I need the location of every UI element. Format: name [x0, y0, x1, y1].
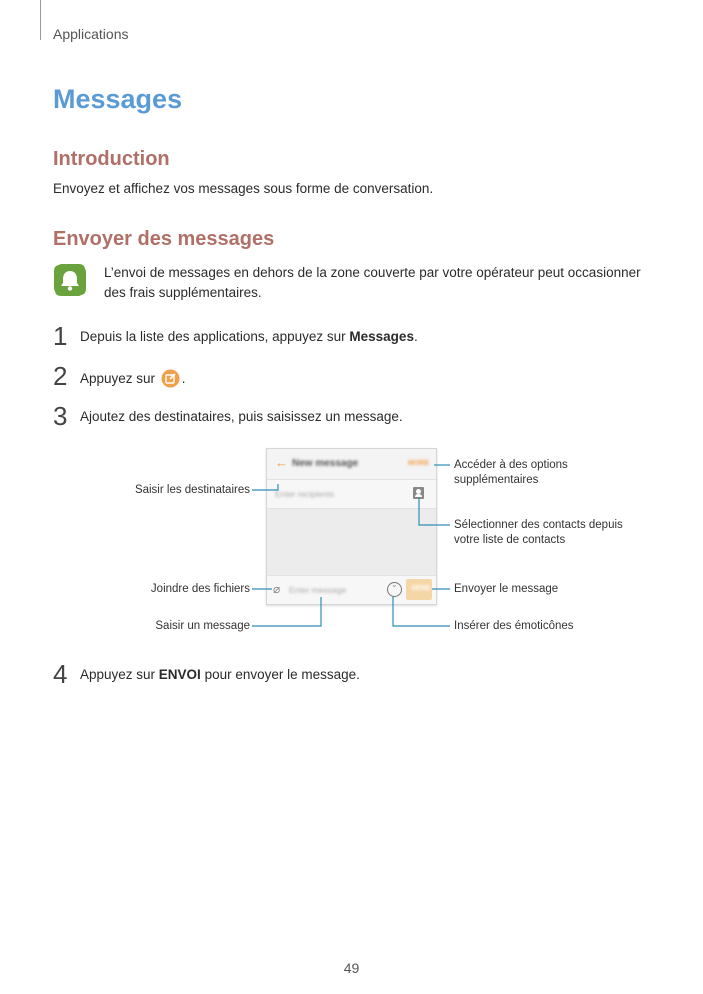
callout-contacts: Sélectionner des contacts depuis votre liste de contacts [454, 519, 623, 546]
step-text-part: . [181, 371, 186, 386]
send-button-label: SEND [411, 585, 431, 592]
step-number: 1 [53, 321, 68, 351]
page-number: 49 [343, 960, 360, 976]
step-text: Ajoutez des destinataires, puis saisissez un message. [80, 409, 403, 424]
send-button[interactable] [406, 579, 432, 600]
contact-picker-icon[interactable] [413, 487, 424, 499]
compose-icon [161, 369, 180, 391]
recipient-row [267, 480, 436, 509]
page-title: Messages [53, 84, 183, 114]
step-bold: ENVOI [158, 667, 201, 682]
intro-text: Envoyez et affichez vos messages sous forme de conversation. [53, 181, 434, 196]
step-text-part: Appuyez sur [80, 371, 159, 386]
step-text-part: Depuis la liste des applications, appuyez sur [80, 329, 350, 344]
step-text-part: Appuyez sur [80, 667, 159, 682]
phone-title: New message [292, 458, 359, 469]
paperclip-icon[interactable]: ⌀ [273, 582, 281, 596]
step-text-part: pour envoyer le message. [200, 667, 360, 682]
callout-emoticons: Insérer des émoticônes [454, 620, 574, 632]
back-arrow-icon[interactable]: ← [275, 455, 288, 470]
step-number: 4 [53, 659, 68, 689]
callout-attach: Joindre des fichiers [150, 583, 250, 595]
intro-heading: Introduction [53, 148, 170, 170]
message-input[interactable]: Enter message [289, 585, 347, 595]
recipient-input[interactable]: Enter recipients [275, 489, 335, 499]
step-number: 2 [53, 361, 68, 391]
step-text [80, 369, 186, 391]
phone-screenshot [266, 448, 437, 605]
callout-options: Accéder à des options supplémentaires [454, 459, 568, 486]
phone-appbar [267, 449, 436, 480]
more-button[interactable]: MORE [408, 460, 429, 467]
callout-send: Envoyer le message [454, 583, 559, 595]
callout-recipients: Saisir les destinataires [134, 484, 250, 496]
step-bold: Messages [349, 329, 414, 344]
step-number: 3 [53, 401, 68, 431]
note-bell-icon [53, 263, 87, 297]
compose-row [267, 575, 436, 604]
section-header: Applications [53, 26, 129, 42]
note-text: L’envoi de messages en dehors de la zone couverte par votre opérateur peut occasionner des frais supplémentaires. [104, 265, 641, 300]
step-text [80, 329, 418, 344]
step-text [80, 667, 360, 682]
callout-message: Saisir un message [155, 620, 250, 632]
step-text-part: . [413, 329, 418, 344]
send-heading: Envoyer des messages [53, 228, 275, 250]
emoticon-icon[interactable]: ˘ [387, 582, 402, 597]
header-divider [40, 0, 41, 40]
